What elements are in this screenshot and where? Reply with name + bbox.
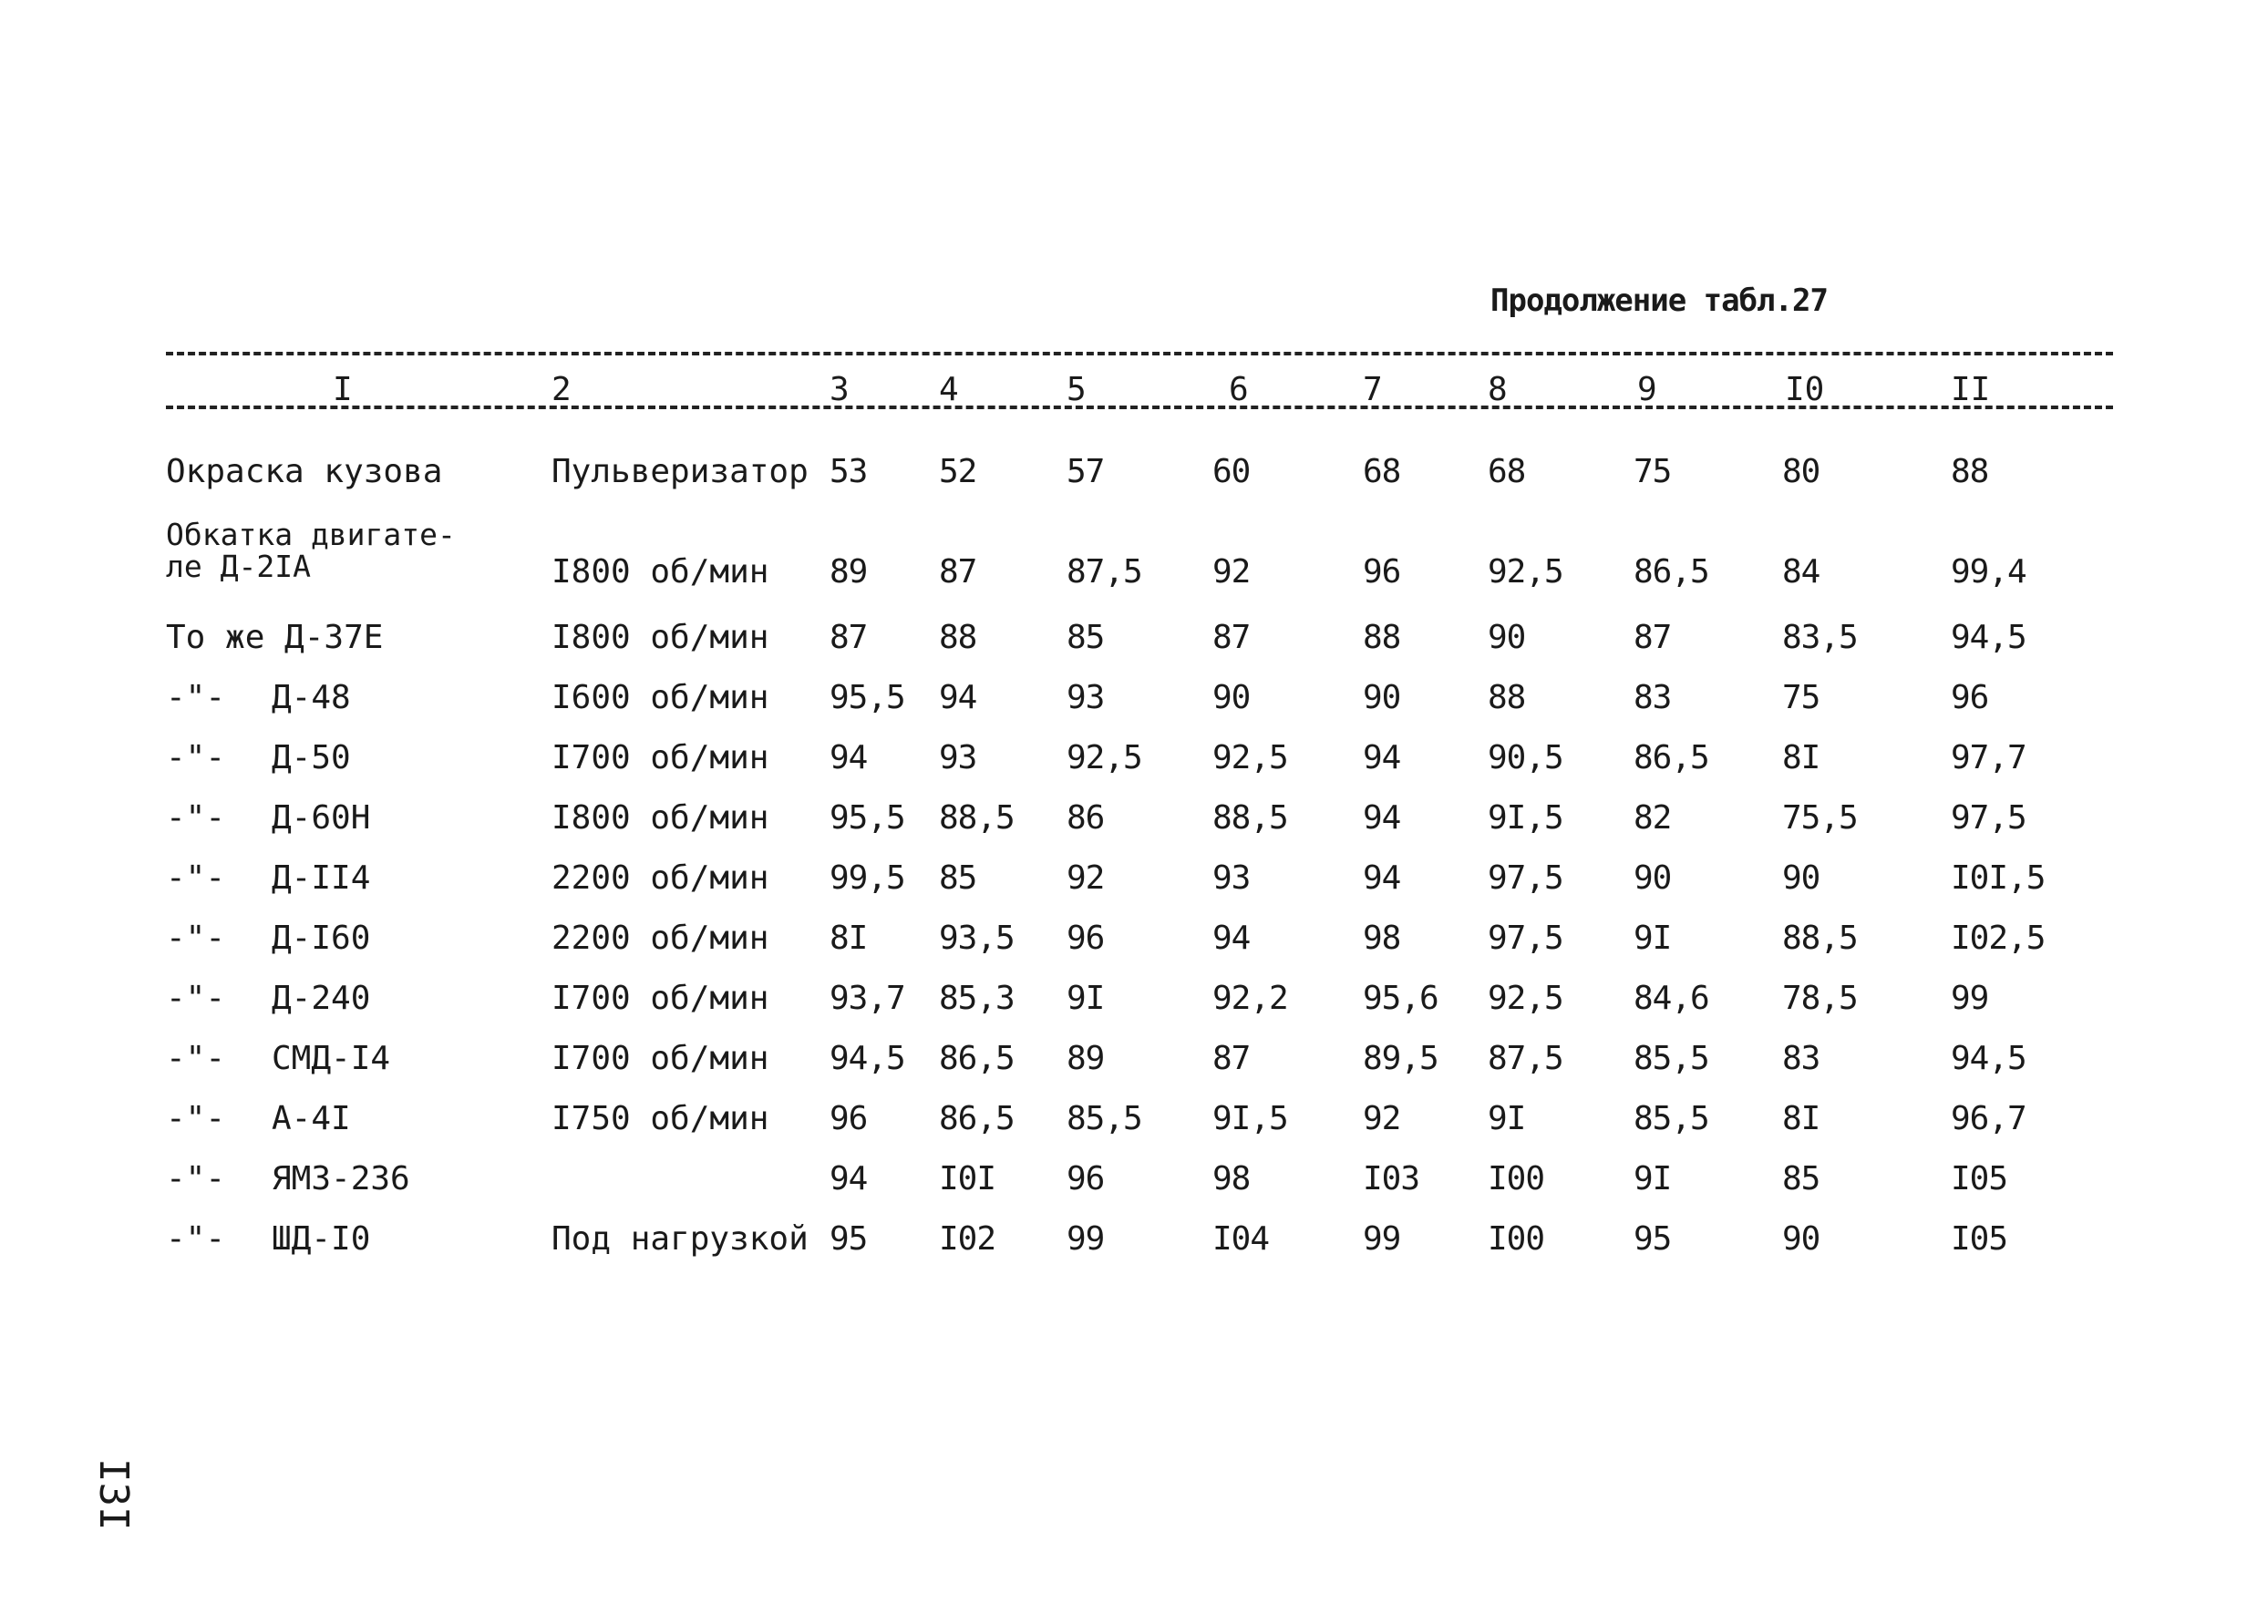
row-mode: I700 об/мин (552, 980, 769, 1017)
ditto-mark: -"- (166, 739, 226, 776)
table-cell: 87 (1634, 619, 1672, 656)
table-cell: 85,5 (1634, 1100, 1709, 1137)
table-cell: 94,5 (1951, 1040, 2026, 1077)
row-mode: I700 об/мин (552, 739, 769, 776)
row-mode: I800 об/мин (552, 799, 769, 837)
table-cell: 99 (1067, 1220, 1105, 1258)
row-mode: I800 об/мин (552, 619, 769, 656)
table-cell: 8I (1782, 1100, 1820, 1137)
table-cell: 90 (1634, 859, 1672, 897)
table-cell: 90 (1782, 1220, 1820, 1258)
table-cell: 94 (1212, 920, 1251, 957)
table-cell: 8I (1782, 739, 1820, 776)
ditto-mark: -"- (166, 1160, 226, 1197)
table-cell: 94 (1363, 859, 1401, 897)
table-cell: 90 (1488, 619, 1526, 656)
table-cell: 96 (1067, 920, 1105, 957)
row-mode: Под нагрузкой (552, 1220, 809, 1258)
table-cell: 89 (1067, 1040, 1105, 1077)
table-cell: 93,5 (939, 920, 1015, 957)
table-cell: 97,7 (1951, 739, 2026, 776)
table-cell: 60 (1212, 453, 1251, 490)
header-col-5: 5 (1067, 371, 1087, 408)
header-col-6: 6 (1229, 371, 1249, 408)
table-cell: 94 (830, 739, 868, 776)
ditto-mark: -"- (166, 799, 226, 837)
table-cell: 88 (1363, 619, 1401, 656)
table-cell: 94,5 (830, 1040, 905, 1077)
row-mode: I750 об/мин (552, 1100, 769, 1137)
table-cell: 88,5 (1212, 799, 1288, 837)
table-cell: I0I,5 (1951, 859, 2046, 897)
table-cell: 53 (830, 453, 868, 490)
row-name: ЯМЗ-236 (272, 1160, 410, 1197)
table-cell: 90 (1212, 679, 1251, 716)
row-name: Д-50 (272, 739, 351, 776)
ditto-mark: -"- (166, 1100, 226, 1137)
table-cell: 87 (939, 553, 977, 591)
ditto-mark: -"- (166, 859, 226, 897)
table-cell: 94 (1363, 799, 1401, 837)
table-cell: 95,5 (830, 799, 905, 837)
table-cell: 88 (939, 619, 977, 656)
table-cell: 97,5 (1488, 859, 1563, 897)
header-col-10: I0 (1785, 371, 1825, 408)
table-cell: 75 (1782, 679, 1820, 716)
table-cell: 94 (939, 679, 977, 716)
row-name: СМД-I4 (272, 1040, 391, 1077)
table-cell: 99,4 (1951, 553, 2026, 591)
header-col-3: 3 (830, 371, 850, 408)
row-name-line1: Обкатка двигате- (166, 517, 456, 552)
header-col-2: 2 (552, 371, 572, 408)
table-cell: I03 (1363, 1160, 1420, 1197)
table-cell: 9I (1634, 1160, 1672, 1197)
table-cell: 87,5 (1488, 1040, 1563, 1077)
row-mode: I600 об/мин (552, 679, 769, 716)
table-cell: 88,5 (939, 799, 1015, 837)
table-cell: 85,5 (1634, 1040, 1709, 1077)
table-cell: 83,5 (1782, 619, 1858, 656)
row-name: Д-I60 (272, 920, 371, 957)
table-cell: 87,5 (1067, 553, 1142, 591)
header-col-8: 8 (1488, 371, 1508, 408)
table-cell: 8I (830, 920, 868, 957)
table-cell: 92,2 (1212, 980, 1288, 1017)
table-cell: 92 (1067, 859, 1105, 897)
ditto-mark: -"- (166, 920, 226, 957)
table-cell: 9I (1488, 1100, 1526, 1137)
row-mode: 2200 об/мин (552, 920, 769, 957)
table-cell: 89,5 (1363, 1040, 1438, 1077)
table-cell: 87 (830, 619, 868, 656)
table-cell: 57 (1067, 453, 1105, 490)
table-caption: Продолжение табл.27 (1490, 283, 1828, 319)
table-cell: 90,5 (1488, 739, 1563, 776)
table-cell: 95 (1634, 1220, 1672, 1258)
ditto-mark: -"- (166, 1040, 226, 1077)
table-cell: 89 (830, 553, 868, 591)
table-cell: 88 (1951, 453, 1989, 490)
ditto-mark: -"- (166, 980, 226, 1017)
table-cell: 87 (1212, 1040, 1251, 1077)
row-mode: I700 об/мин (552, 1040, 769, 1077)
header-col-1: I (333, 371, 353, 408)
table-cell: 52 (939, 453, 977, 490)
table-cell: 86,5 (1634, 553, 1709, 591)
table-cell: 75,5 (1782, 799, 1858, 837)
table-cell: 92,5 (1488, 980, 1563, 1017)
table-cell: 92,5 (1212, 739, 1288, 776)
row-name: Окраска кузова (166, 453, 443, 490)
table-cell: 94 (1363, 739, 1401, 776)
table-cell: 93,7 (830, 980, 905, 1017)
table-cell: 98 (1212, 1160, 1251, 1197)
table-cell: 93 (939, 739, 977, 776)
row-name: Д-II4 (272, 859, 371, 897)
table-cell: 92 (1363, 1100, 1401, 1137)
table-cell: I05 (1951, 1220, 2008, 1258)
table-cell: 96,7 (1951, 1100, 2026, 1137)
row-mode: 2200 об/мин (552, 859, 769, 897)
table-cell: 92,5 (1067, 739, 1142, 776)
table-cell: 94,5 (1951, 619, 2026, 656)
header-rule-top (166, 352, 2113, 355)
table-cell: 9I,5 (1212, 1100, 1288, 1137)
row-mode: I800 об/мин (552, 553, 769, 591)
page-number: I3I (90, 1458, 137, 1531)
header-col-7: 7 (1363, 371, 1383, 408)
table-cell: 94 (830, 1160, 868, 1197)
table-cell: 85,5 (1067, 1100, 1142, 1137)
table-cell: 96 (1363, 553, 1401, 591)
ditto-mark: -"- (166, 679, 226, 716)
table-cell: 90 (1782, 859, 1820, 897)
table-cell: 93 (1212, 859, 1251, 897)
table-cell: 68 (1363, 453, 1401, 490)
header-col-9: 9 (1637, 371, 1657, 408)
table-cell: 85,3 (939, 980, 1015, 1017)
table-cell: I0I (939, 1160, 996, 1197)
table-cell: 96 (1067, 1160, 1105, 1197)
row-mode: Пульверизатор (552, 453, 809, 490)
table-cell: 93 (1067, 679, 1105, 716)
table-cell: 86 (1067, 799, 1105, 837)
row-name: ШД-I0 (272, 1220, 371, 1258)
row-name-line2: ле Д-2IА (166, 549, 311, 584)
table-cell: 87 (1212, 619, 1251, 656)
table-cell: I04 (1212, 1220, 1270, 1258)
table-cell: 9I (1634, 920, 1672, 957)
row-name: А-4I (272, 1100, 351, 1137)
table-cell: I00 (1488, 1220, 1545, 1258)
table-cell: 9I (1067, 980, 1105, 1017)
table-cell: 80 (1782, 453, 1820, 490)
table-cell: 9I,5 (1488, 799, 1563, 837)
table-cell: 92 (1212, 553, 1251, 591)
header-col-11: II (1951, 371, 1991, 408)
table-cell: 95 (830, 1220, 868, 1258)
table-cell: 96 (1951, 679, 1989, 716)
table-cell: 99 (1363, 1220, 1401, 1258)
table-cell: 99 (1951, 980, 1989, 1017)
table-cell: 95,6 (1363, 980, 1438, 1017)
ditto-mark: -"- (166, 1220, 226, 1258)
table-cell: 85 (1067, 619, 1105, 656)
table-cell: 96 (830, 1100, 868, 1137)
row-name: То же Д-37Е (166, 619, 384, 656)
row-name: Д-60Н (272, 799, 371, 837)
table-cell: 85 (939, 859, 977, 897)
table-cell: 83 (1634, 679, 1672, 716)
table-cell: 84 (1782, 553, 1820, 591)
table-cell: 86,5 (939, 1040, 1015, 1077)
table-cell: I00 (1488, 1160, 1545, 1197)
table-cell: 97,5 (1951, 799, 2026, 837)
table-cell: 88 (1488, 679, 1526, 716)
table-cell: I02 (939, 1220, 996, 1258)
row-name: Д-48 (272, 679, 351, 716)
table-cell: 88,5 (1782, 920, 1858, 957)
table-cell: I02,5 (1951, 920, 2046, 957)
table-cell: 92,5 (1488, 553, 1563, 591)
table-cell: 86,5 (1634, 739, 1709, 776)
row-name: Д-240 (272, 980, 371, 1017)
table-cell: 97,5 (1488, 920, 1563, 957)
table-cell: 82 (1634, 799, 1672, 837)
table-cell: 78,5 (1782, 980, 1858, 1017)
table-cell: 95,5 (830, 679, 905, 716)
table-cell: 85 (1782, 1160, 1820, 1197)
table-cell: 68 (1488, 453, 1526, 490)
table-cell: 75 (1634, 453, 1672, 490)
table-cell: 84,6 (1634, 980, 1709, 1017)
table-cell: 99,5 (830, 859, 905, 897)
table-cell: 83 (1782, 1040, 1820, 1077)
header-col-4: 4 (939, 371, 959, 408)
table-cell: I05 (1951, 1160, 2008, 1197)
table-cell: 90 (1363, 679, 1401, 716)
table-cell: 86,5 (939, 1100, 1015, 1137)
table-cell: 98 (1363, 920, 1401, 957)
